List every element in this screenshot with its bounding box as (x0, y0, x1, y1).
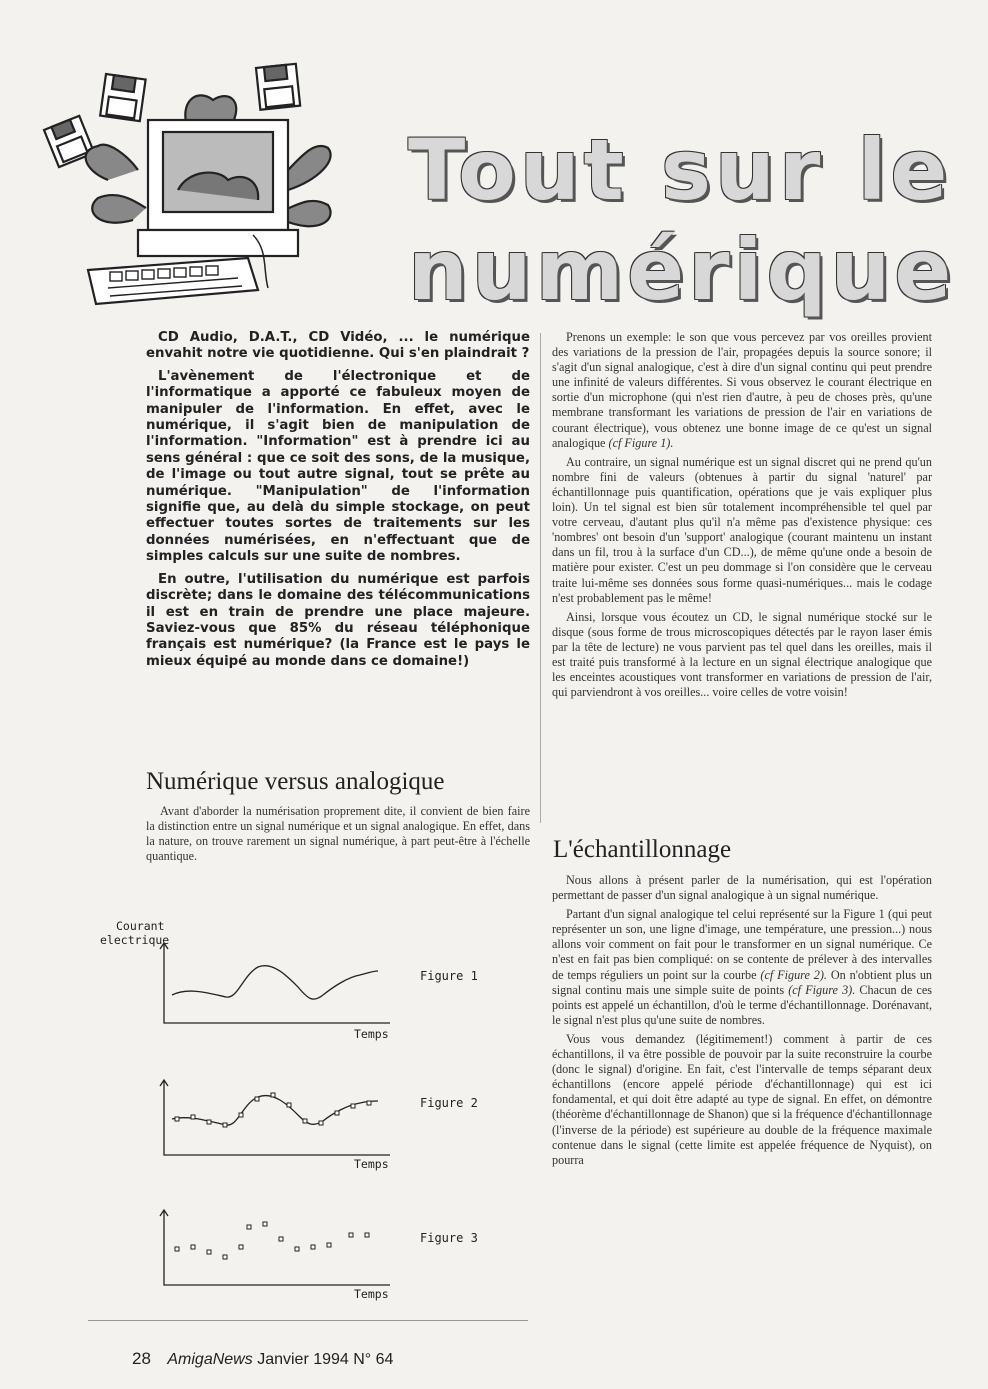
y-axis-label: Courant (116, 919, 165, 933)
body-paragraph: Vous vous demandez (légitimement!) comment à partir de ces échantillons, il va être possible de pouvoir par la suite reconstruire la courbe (donc le signal) d'origine. En fait, c'est l'intervalle de temps séparant deux échantillons (encore appelé période d'échantillonnage) qui est ici fondamental, et qui doit être adapté au type de signal. En effet, on démontre (théorème d'échantillonnage de Shanon) que si la fréquence d'échantillonnage (l'inverse de la période) est supérieure au double de la fréquence maximale contenue dans le signal (cette limite est appelée fréquence de Nyquist), on pourra (552, 1031, 932, 1167)
body-paragraph: Prenons un exemple: le son que vous percevez par vos oreilles provient des variations de la pression de l'air, propagées depuis la source sonore; il s'agit d'un signal analogique, c'est à dire d'un signal continu qui peut prendre une infinité de valeurs différentes. Si vous observez le courant électrique en sortie d'un microphone (qui n'est rien d'autre, à peu de choses près, qu'une membrane transformant les variations de pression de l'air en variations de courant électrique), vous obtenez une bonne image de ce qu'est un signal analogique (cf Figure 1). (552, 330, 932, 450)
issue-info: Janvier 1994 N° 64 (257, 1351, 394, 1368)
fig3-sample-points (175, 1222, 369, 1259)
x-axis-label-fig2: Temps (354, 1157, 389, 1171)
floppy-disk-icon (100, 74, 145, 121)
figure-1-caption: Figure 1 (420, 969, 478, 983)
page-number: 28 (132, 1349, 151, 1368)
right-column-text (552, 330, 932, 704)
page-footer (132, 1349, 393, 1369)
footer-rule (88, 1320, 528, 1321)
fig1-analog-curve (172, 966, 378, 999)
section1-body (146, 804, 530, 868)
intro-paragraph: En outre, l'utilisation du numérique est parfois discrète; dans le domaine des télécommunications il est en train de prendre une place majeure. Saviez-vous que 85% du réseau téléphonique français est numérique? (la France est le pays le mieux équipé au monde dans ce domaine!) (146, 571, 530, 669)
body-paragraph: Partant d'un signal analogique tel celui représenté sur la Figure 1 (qui peut représenter un son, une ligne d'image, une température, une pression...) nous allons voir comment on fait pour le transformer en un signal numérique. Ce n'est en fait pas bien compliqué: on se contente de prélever à des intervalles de temps réguliers un point sur la courbe (cf Figure 2). On n'obtient plus un signal continu mais une simple suite de points (cf Figure 3). Chacun de ces points est appelé un échantillon, d'où le terme d'échantillonnage. Dorénavant, le signal n'est plus qu'une suite de nombres. (552, 907, 933, 1027)
intro-text (146, 330, 530, 676)
body-paragraph: Ainsi, lorsque vous écoutez un CD, le signal numérique stocké sur le disque (sous forme de trous microscopiques détectés par le rayon laser émis par la tête de lecture) ne vous parvient pas tel quel dans les oreilles, mais il est traité puis transformé à la lecture en un signal électrique analogique que les enceintes acoustiques vont transformer en variations de pression de l'air, qui parviendront à vos oreilles... voire celles de votre voisin! (552, 609, 932, 700)
title-line-1: Tout sur le (408, 121, 952, 219)
y-axis-label: electrique (100, 933, 170, 947)
magazine-name: AmigaNews (167, 1351, 253, 1368)
fig3-axes (164, 1210, 390, 1285)
section2-body (552, 873, 932, 1172)
figures-block (98, 915, 518, 1305)
body-paragraph: Nous allons à présent parler de la numérisation, qui est l'opération permettant de passer d'un signal analogique à un signal numérique. (552, 873, 932, 903)
fig2-axes (164, 1080, 390, 1155)
body-paragraph: Avant d'aborder la numérisation proprement dite, il convient de bien faire la distinction entre un signal numérique et un signal analogique. En effet, dans la nature, on trouve rarement un signal numérique, à part peut-être à l'échelle quantique. (146, 804, 530, 864)
section-heading-echantillonnage: L'échantillonnage (553, 836, 732, 863)
computer-cartoon-illustration (38, 60, 378, 310)
fig1-axes (164, 943, 390, 1023)
column-divider (540, 333, 541, 823)
x-axis-label-fig1: Temps (354, 1027, 389, 1041)
title-line-2: numérique (408, 221, 956, 319)
fig2-sampled-curve (172, 1096, 378, 1126)
figure-3-caption: Figure 3 (420, 1231, 478, 1245)
x-axis-label-fig3: Temps (354, 1287, 389, 1301)
floppy-disk-icon (256, 64, 300, 110)
intro-paragraph: L'avènement de l'électronique et de l'informatique a apporté ce fabuleux moyen de manipuler de l'information. En effet, avec le numérique, il s'agit bien de manipulation de l'information. "Information" est à prendre ici au sens général : que ce soit des sons, de la musique, de l'image ou tout autre signal, tout se prête au numérique. "Manipulation" de l'information signifie que, au delà du simple stockage, on peut effectuer toutes sortes de traitements sur les données numérisées, en n'effectuant que de simples calculs sur une suite de nombres. (146, 368, 530, 565)
article-title (408, 120, 968, 320)
section-heading-numerique-analogique: Numérique versus analogique (146, 768, 445, 795)
body-paragraph: Au contraire, un signal numérique est un signal discret qui ne prend qu'un nombre fini de valeurs (obtenues à partir du signal 'naturel' par échantillonnage puis quantification, opérations que je vais expliquer plus loin). Un tel signal est bien sûr totalement incompréhensible tel quel par votre cerveau, d'autant plus qu'il n'a même pas d'existence physique: ces 'nombres' ont besoin d'un 'support' analogique (courant maintenu un instant dans un fil, trou à la surface d'un CD...), de même qu'une onde a besoin de matière pour exister. C'est un peu dommage si l'on considère que le cerveau traite lui-même ses données sous forme quasi-numériques... mais le codage n'est probablement pas le même! (552, 454, 932, 605)
figure-2-caption: Figure 2 (420, 1096, 478, 1110)
intro-paragraph: CD Audio, D.A.T., CD Vidéo, ... le numérique envahit notre vie quotidienne. Qui s'en plaindrait ? (146, 330, 530, 362)
